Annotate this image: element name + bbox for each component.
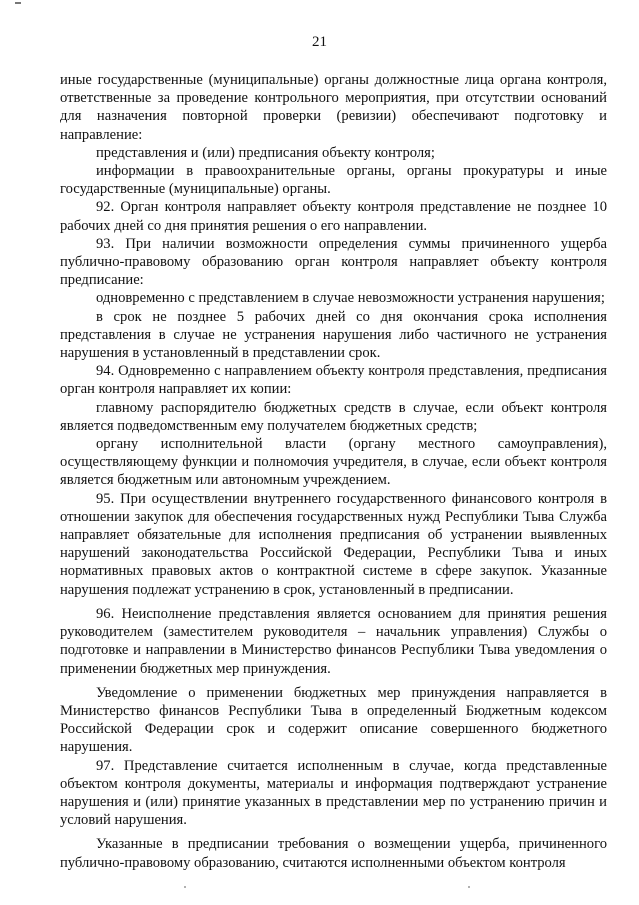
list-item-representation: представления и (или) предписания объекту контроля; — [96, 144, 435, 161]
clause-92: 92. Орган контроля направляет объекту контроля представление не позднее 10 рабочих дней со дня принятия решения о его направлении. — [60, 199, 607, 234]
clause-97: 97. Представление считается исполненным в случае, когда представленные объектом контроля документы, материалы и информация подтверждают устранение нарушения и (или) принятие указанных в представлении мер по устранению причин и условий нарушения. — [60, 757, 607, 829]
clause-94-item-1: главному распорядителю бюджетных средств в случае, если объект контроля является подведомственным ему получателем бюджетных средств; — [60, 399, 607, 434]
clause-94: 94. Одновременно с направлением объекту контроля представления, предписания орган контроля направляет их копии: — [60, 363, 607, 398]
clause-93-item-2: в срок не позднее 5 рабочих дней со дня окончания срока исполнения представления в случае не устранения нарушения либо частичного не устранения нарушения в установленный в представлении срок. — [60, 308, 607, 362]
clause-95: 95. При осуществлении внутреннего государственного финансового контроля в отношении закупок для обеспечения государственных нужд Республики Тыва Служба направляет обязательные для исполнения предписания об устранении выявленных нарушений законодательства Российской Федерации, Республики Тыва и иных нормативных правовых актов о контрактной системе в сфере закупок. Указанные нарушения подлежат устранению в срок, установленный в предписании. — [60, 490, 607, 598]
clause-97-prescription: Указанные в предписании требования о возмещении ущерба, причиненного публично-правовому образованию, считаются исполненными объектом контроля — [60, 836, 607, 871]
clause-93: 93. При наличии возможности определения суммы причиненного ущерба публично-правовому образованию орган контроля направляет объекту контроля предписание: — [60, 235, 607, 289]
document-body — [60, 71, 607, 872]
page-number: 21 — [312, 34, 327, 50]
paragraph-continuation: иные государственные (муниципальные) органы должностные лица органа контроля, ответственные за проведение контрольного мероприятия, при отсутствии оснований для назначения повторной проверки (ревизии) обеспечивают подготовку и направление: — [60, 72, 607, 143]
clause-94-item-2: органу исполнительной власти (органу местного самоуправления), осуществляющему функции и полномочия учредителя, в случае, если объект контроля является бюджетным или автономным учреждением. — [60, 436, 607, 489]
scan-edge-mark — [15, 2, 21, 4]
clause-96-notification: Уведомление о применении бюджетных мер принуждения направляется в Министерство финансов Республики Тыва в определенный Бюджетным кодексом Российской Федерации срок и содержит описание совершенного бюджетного нарушения. — [60, 684, 607, 756]
clause-96: 96. Неисполнение представления является основанием для принятия решения руководителем (заместителем руководителя – начальник управления) Службы о подготовке и направлении в Министерство финансов Республики Тыва уведомления о применении бюджетных мер принуждения. — [60, 605, 607, 677]
list-item-information: информации в правоохранительные органы, органы прокуратуры и иные государственные (муниципальные) органы. — [60, 163, 607, 198]
scan-speck — [468, 886, 470, 888]
scan-speck — [184, 886, 186, 888]
clause-93-item-1: одновременно с представлением в случае невозможности устранения нарушения; — [96, 290, 605, 307]
